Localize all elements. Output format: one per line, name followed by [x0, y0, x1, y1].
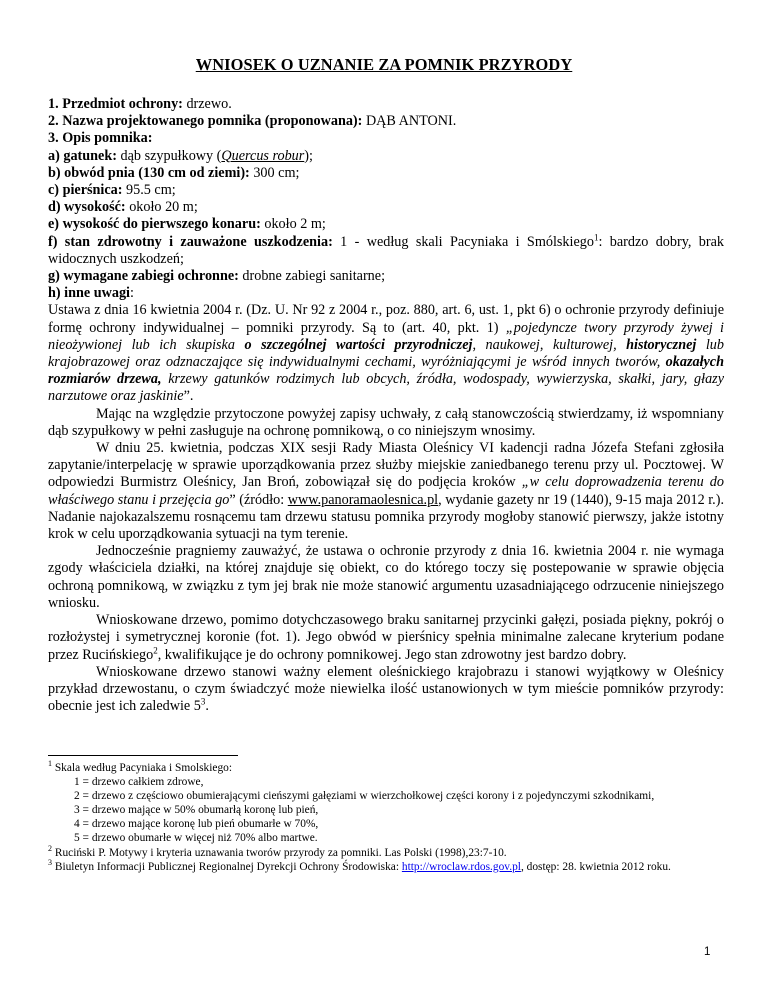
- footnote-ref-3[interactable]: 3: [200, 696, 206, 707]
- p1-quote-1: „pojedyncze twory przyrody żywej i nieożywionej lub ich skupiska: [48, 319, 724, 353]
- p3-quote: „w celu doprowadzenia terenu do właściwego stanu i przejęcia go: [48, 474, 724, 508]
- p1-quote-4: krzewy gatunków rodzimych lub obcych, źródła, wodospady, wywierzyska, skałki, jary, głazy narzutowe oraz jaskinie: [48, 371, 724, 405]
- paragraph-3: [48, 440, 724, 543]
- item-h-label: h) inne uwagi: [48, 285, 130, 302]
- footnote-2-text: Ruciński P. Motywy i kryteria uznawania tworów przyrody za pomniki. Las Polski (1998),23:7-10.: [52, 846, 507, 859]
- item-d-label: d) wysokość:: [48, 199, 126, 216]
- item-3: [48, 130, 724, 147]
- p5-text-end: , kwalifikujące je do ochrony pomnikowej. Jego stan zdrowotny jest bardzo dobry.: [157, 646, 627, 663]
- document-title: WNIOSEK O UZNANIE ZA POMNIK PRZYRODY: [195, 55, 573, 74]
- p3-text-end: , wydanie gazety nr 19 (1440), 9-15 maja 2012 r.). Nadanie najokazalszemu rosnącemu tam drzewu statusu pomnika przyrody mogłoby stanowić pierwszy, jakże istotny krok w celu uporządkowania sytuacji na tym terenie.: [48, 491, 724, 543]
- footnotes: [48, 761, 724, 874]
- footnote-3-text: Biuletyn Informacji Publicznej Regionalnej Dyrekcji Ochrony Środowiska:: [52, 860, 402, 873]
- item-b: [48, 165, 724, 182]
- footnote-1-title: Skala według Pacyniaka i Smolskiego:: [52, 762, 233, 774]
- scale-line-2: 2 = drzewo z częściowo obumierającymi cieńszymi gałęziami w wierzchołkowej części korony i z pojedynczymi szkodnikami,: [74, 790, 655, 803]
- p6-text-end: .: [205, 698, 209, 715]
- paragraph-1: [48, 302, 724, 405]
- footnote-2: [48, 843, 724, 860]
- item-b-value: 300 cm;: [249, 164, 300, 181]
- item-2-value: DĄB ANTONI.: [362, 113, 457, 130]
- rdos-link[interactable]: http://wroclaw.rdos.gov.pl: [401, 860, 521, 873]
- p6-text: Wnioskowane drzewo stanowi ważny element oleśnickiego krajobrazu i stanowi wyjątkowy w Oleśnicy przykład drzewostanu, o czym świadczyć może niewielka ilość ustanowionych w tym mieście pomników przyrody: obecnie jest ich zaledwie 5: [48, 663, 724, 715]
- footnote-2-number: 2: [48, 843, 52, 853]
- item-2-label: 2. Nazwa projektowanego pomnika (proponowana):: [48, 113, 363, 130]
- p1-end: ”.: [183, 388, 194, 405]
- p1-bold-1: o szczególnej wartości przyrodniczej: [244, 336, 473, 353]
- item-f: [48, 231, 724, 268]
- item-d: [48, 199, 724, 216]
- item-2: [48, 113, 724, 130]
- paragraph-5: [48, 612, 724, 664]
- footnote-3: [48, 857, 724, 874]
- item-a-value-end: );: [304, 147, 313, 164]
- p1-bold-3: okazałych rozmiarów drzewa,: [48, 354, 724, 388]
- p3-source-intro: ” (źródło:: [229, 491, 288, 508]
- footnote-ref-2[interactable]: 2: [153, 644, 158, 655]
- p3-text: W dniu 25. kwietnia, podczas XIX sesji Rady Miasta Oleśnicy VI kadencji radna Józefa Stefani zgłosiła zapytanie/interpelację w sprawie uporządkowania przez służby miejskie zaniedbanego terenu przy ul. Pocztowej. W odpowiedzi Burmistrz Oleśnicy, Jan Broń, zobowiązał się do podjęcia kroków: [48, 440, 724, 491]
- scale-line-3: 3 = drzewo mające w 50% obumarłą koronę lub pień,: [74, 804, 319, 817]
- item-g-label: g) wymagane zabiegi ochronne:: [48, 268, 239, 285]
- paragraph-2: Mając na względzie przytoczone powyżej zapisy uchwały, z całą stanowczością stwierdzamy, iż wspomniany dąb szypułkowy w pełni zasługuje na ochronę pomnikową, o co niniejszym wnosimy.: [48, 405, 724, 439]
- item-e: [48, 216, 724, 233]
- scale-line-5: 5 = drzewo obumarłe w więcej niż 70% albo martwe.: [74, 832, 318, 845]
- source-link[interactable]: www.panoramaolesnica.pl: [287, 491, 439, 508]
- item-1-label: 1. Przedmiot ochrony:: [48, 96, 183, 112]
- latin-name: Quercus robur: [221, 147, 305, 164]
- item-h-colon: :: [130, 285, 134, 302]
- p5-text: Wnioskowane drzewo, pomimo dotychczasowego braku sanitarnej przycinki gałęzi, posiada piękny, pokrój o rozłożystej i symetrycznej koronie (fot. 1). Jego obwód w pierśnicy spełnia minimalne zalecane kryterium podane przez Rucińskiego: [48, 612, 724, 663]
- item-c-value: 95.5 cm;: [122, 182, 176, 199]
- page-number: 1: [704, 946, 711, 958]
- paragraph-4: Jednocześnie pragniemy zauważyć, że ustawa o ochronie przyrody z dnia 16. kwietnia 2004 r. nie wymaga zgody właściciela działki, na której znajduje się obiekt, co do którego toczy się postepowanie w sprawie objęcia ochroną pomnikową, w związku z tym jej brak nie może stanowić argumentu uzasadniającego odrzucenie niniejszego wniosku.: [48, 543, 724, 611]
- document-body: [48, 96, 724, 715]
- footnote-3-text-end: , dostęp: 28. kwietnia 2012 roku.: [520, 860, 671, 873]
- item-e-value: około 2 m;: [260, 216, 326, 233]
- footnote-1-number: 1: [48, 759, 52, 769]
- item-f-value-end: : bardzo dobry, brak widocznych uszkodzeń;: [48, 233, 724, 267]
- p1-bold-2: historycznej: [626, 336, 697, 353]
- item-a: [48, 148, 724, 165]
- item-h: [48, 285, 724, 302]
- item-f-value: 1 - według skali Pacyniaka i Smólskiego: [332, 233, 594, 250]
- scale-line-4: 4 = drzewo mające koronę lub pień obumarłe w 70%,: [74, 818, 319, 831]
- footnote-separator: [48, 755, 238, 756]
- item-c-label: c) pierśnica:: [48, 182, 123, 199]
- footnote-1: [48, 761, 724, 775]
- footnote-3-number: 3: [48, 857, 52, 867]
- p1-quote-2: , naukowej, kulturowej,: [472, 336, 627, 353]
- scale-line-1: 1 = drzewo całkiem zdrowe,: [74, 776, 204, 789]
- item-g: [48, 268, 724, 285]
- footnote-ref-1[interactable]: 1: [593, 231, 599, 242]
- paragraph-6: [48, 664, 724, 716]
- item-b-label: b) obwód pnia (130 cm od ziemi):: [48, 164, 250, 181]
- item-a-label: a) gatunek:: [48, 147, 117, 164]
- item-3-label: 3. Opis pomnika:: [48, 130, 153, 147]
- item-d-value: około 20 m;: [125, 199, 198, 216]
- item-1-value: drzewo.: [182, 96, 232, 112]
- item-f-label: f) stan zdrowotny i zauważone uszkodzenia:: [48, 233, 333, 250]
- item-g-value: drobne zabiegi sanitarne;: [238, 268, 386, 285]
- item-1: [48, 96, 724, 113]
- item-e-label: e) wysokość do pierwszego konaru:: [48, 216, 261, 233]
- item-c: [48, 182, 724, 199]
- p1-quote-3: lub krajobrazowej oraz odznaczające się indywidualnymi cechami, wyróżniającymi je wśród innych tworów,: [48, 336, 724, 371]
- item-a-value: dąb szypułkowy (: [116, 147, 222, 164]
- p1-text: Ustawa z dnia 16 kwietnia 2004 r. (Dz. U. Nr 92 z 2004 r., poz. 880, art. 6, ust. 1, pkt 6) o ochronie przyrody definiuje formę ochrony indywidualnej – pomniki przyrody. Są to (art. 40, pkt. 1): [48, 302, 724, 336]
